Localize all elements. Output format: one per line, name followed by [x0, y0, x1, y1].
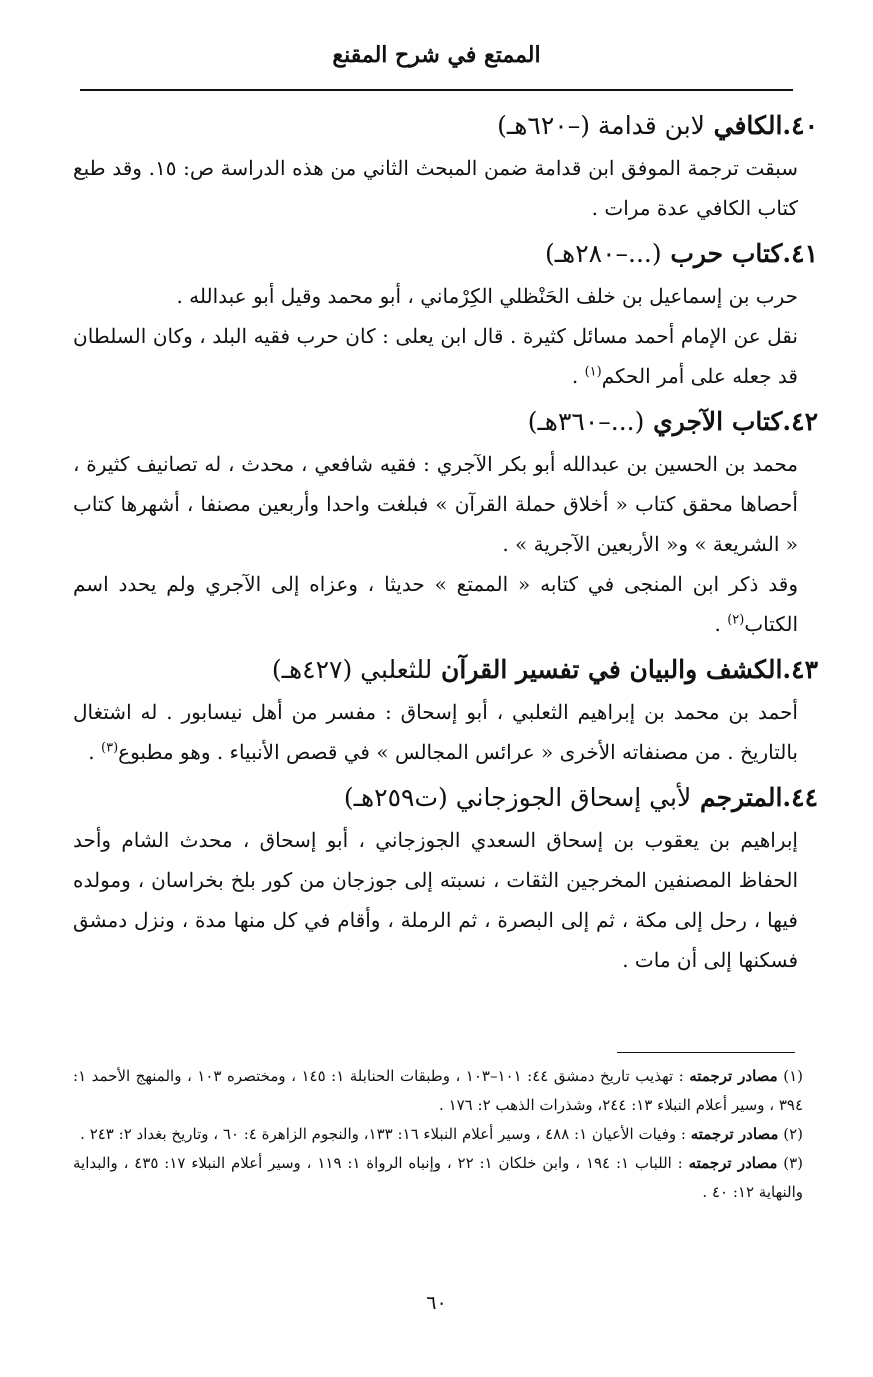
paragraph-text: نقل عن الإمام أحمد مسائل كثيرة . قال ابن يعلى : كان حرب فقيه البلد ، وكان السلطان قد جعله على أمر الحكم [73, 324, 798, 388]
entry-title: الكشف والبيان في تفسير القرآن [441, 655, 783, 684]
running-header: الممتع في شرح المقنع [332, 42, 541, 68]
footnote-number: (١) [783, 1067, 803, 1085]
paragraph-text: أحمد بن محمد بن إبراهيم الثعلبي ، أبو إسحاق : مفسر من أهل نيسابور . له اشتغال بالتاريخ . من مصنفاته الأخرى « عرائس المجالس » في قصص الأنبياء . وهو مطبوع [73, 700, 798, 764]
page-number: ٦٠ [426, 1292, 447, 1314]
footnote-ref[interactable]: (٢) [727, 612, 745, 628]
entry-paragraph [73, 692, 818, 772]
entry-number: ٤٠ [791, 111, 818, 140]
entry-44 [73, 778, 818, 980]
entry-number: ٤٣ [791, 655, 818, 684]
footnote-1 [73, 1062, 803, 1120]
paragraph-text: وقد ذكر ابن المنجى في كتابه « الممتع » حديثا ، وعزاه إلى الآجري ولم يحدد اسم الكتاب [73, 572, 798, 636]
entry-paragraph [73, 316, 818, 396]
entry-subtitle: لأبي إسحاق الجوزجاني (ت٢٥٩هـ) [343, 783, 692, 812]
entry-number: ٤١ [791, 239, 818, 268]
footnote-ref[interactable]: (١) [584, 364, 602, 380]
footnote-2 [73, 1120, 803, 1149]
footnote-3 [73, 1149, 803, 1207]
entry-41 [73, 234, 818, 396]
footnote-divider [617, 1052, 795, 1053]
entry-42 [73, 402, 818, 644]
entry-title: الكافي [713, 111, 783, 140]
main-text [73, 100, 818, 980]
footnote-ref[interactable]: (٣) [101, 740, 119, 756]
paragraph-tail: . [571, 364, 585, 388]
entry-heading: ٤١.كتاب حرب (...–٢٨٠هـ) [544, 239, 818, 268]
entry-paragraph: حرب بن إسماعيل بن خلف الحَنْظلي الكِرْماني ، أبو محمد وقيل أبو عبدالله . [176, 284, 798, 308]
footnote-label: مصادر ترجمته [689, 1067, 778, 1085]
entry-paragraph [73, 564, 818, 644]
entry-paragraph: إبراهيم بن يعقوب بن إسحاق السعدي الجوزجاني ، أبو إسحاق ، محدث الشام وأحد الحفاظ المصنفين المخرجين الثقات ، نسبته إلى جوزجان من كور بلخ بخراسان ، ومولده فيها ، رحل إلى مكة ، ثم إلى البصرة ، ثم الرملة ، وأقام في كل منها مدة ، ونزل دمشق فسكنها إلى أن مات . [73, 828, 798, 972]
entry-subtitle: (...–٣٦٠هـ) [527, 407, 645, 436]
entry-paragraph: محمد بن الحسين بن عبدالله أبو بكر الآجري : فقيه شافعي ، محدث ، له تصانيف كثيرة ، أحصاها محقق كتاب « أخلاق حملة القرآن » فبلغت واحدا وأربعين مصنفا ، أشهرها كتاب « الشريعة » و« الأربعين الآجرية » . [73, 452, 798, 556]
paragraph-tail: . [714, 612, 728, 636]
footnote-text: : تهذيب تاريخ دمشق ٤٤: ١٠١–١٠٣ ، وطبقات الحنابلة ١: ١٤٥ ، ومختصره ١٠٣ ، والمنهج الأحمد ١: ٣٩٤ ، وسير أعلام النبلاء ١٣: ٢٤٤، وشذرات الذهب ٢: ١٧٦ . [73, 1067, 803, 1114]
entry-title: كتاب الآجري [653, 407, 783, 436]
header-divider [80, 89, 793, 91]
entry-subtitle: للثعلبي (٤٢٧هـ) [271, 655, 433, 684]
entry-paragraph: سبقت ترجمة الموفق ابن قدامة ضمن المبحث الثاني من هذه الدراسة ص: ١٥. وقد طبع كتاب الكافي عدة مرات . [73, 156, 798, 220]
entry-heading: ٤٤.المترجم لأبي إسحاق الجوزجاني (ت٢٥٩هـ) [343, 783, 818, 812]
entry-title: المترجم [699, 783, 783, 812]
entry-subtitle: (...–٢٨٠هـ) [544, 239, 662, 268]
footnote-number: (٢) [783, 1125, 803, 1143]
footnote-label: مصادر ترجمته [688, 1154, 778, 1172]
footnote-number: (٣) [783, 1154, 803, 1172]
entry-subtitle: لابن قدامة (–٦٢٠هـ) [497, 111, 705, 140]
entry-heading: ٤٢.كتاب الآجري (...–٣٦٠هـ) [527, 407, 818, 436]
entry-number: ٤٢ [791, 407, 818, 436]
entry-heading: ٤٠.الكافي لابن قدامة (–٦٢٠هـ) [497, 111, 818, 140]
footnotes [73, 1062, 803, 1207]
entry-heading: ٤٣.الكشف والبيان في تفسير القرآن للثعلبي (٤٢٧هـ) [271, 655, 818, 684]
entry-43 [73, 650, 818, 772]
entry-number: ٤٤ [791, 783, 818, 812]
entry-title: كتاب حرب [670, 239, 783, 268]
entry-40 [73, 106, 818, 228]
footnote-label: مصادر ترجمته [690, 1125, 779, 1143]
footnote-text: : وفيات الأعيان ١: ٤٨٨ ، وسير أعلام النبلاء ١٦: ١٣٣، والنجوم الزاهرة ٤: ٦٠ ، وتاريخ بغداد ٢: ٢٤٣ . [80, 1125, 691, 1143]
paragraph-tail: . [88, 740, 102, 764]
footnote-text: : اللباب ١: ١٩٤ ، وابن خلكان ١: ٢٢ ، وإنباه الرواة ١: ١١٩ ، وسير أعلام النبلاء ١٧: ٤٣٥ ، والبداية والنهاية ١٢: ٤٠ . [73, 1154, 803, 1201]
